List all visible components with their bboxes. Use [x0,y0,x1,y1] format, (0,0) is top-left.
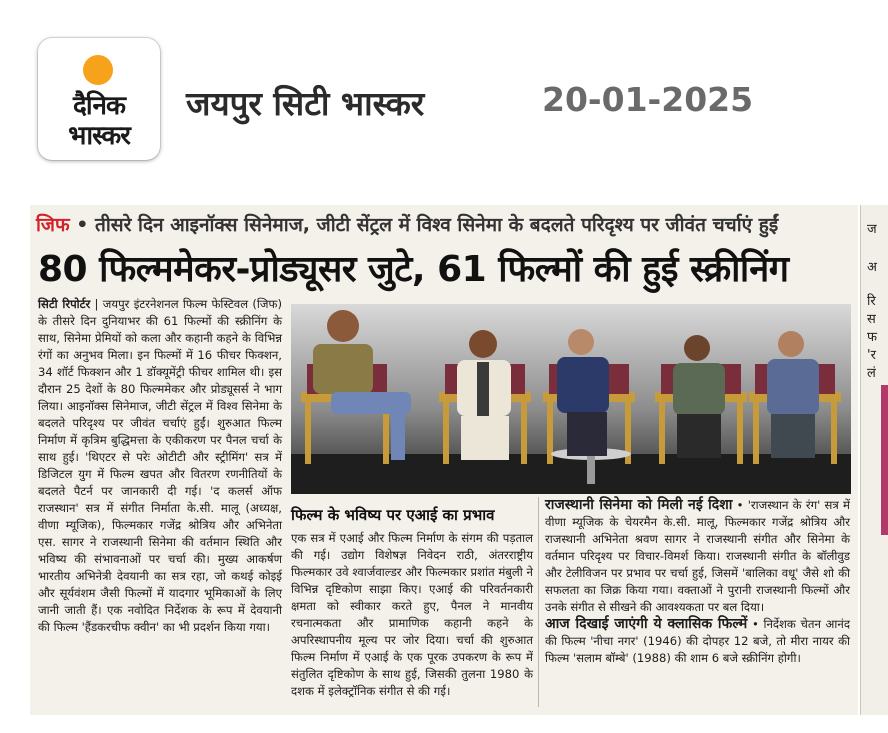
adjacent-column-strip [860,205,888,715]
subheading-classic-films: आज दिखाई जाएंगी ये क्लासिक फिल्में [545,616,748,632]
kicker-tag: जिफ [36,214,70,236]
column-divider [538,497,539,707]
logo-line-2: भास्कर [68,121,130,151]
article-body-middle: एक सत्र में एआई और फिल्म निर्माण के संगम की पड़ताल की गई। उद्योग विशेषज्ञ निवेदन राठी, अंतरराष्ट्रीय फिल्मकार उवे श्वार्जवाल्डर और फिल्मकार प्रशांत मंबुली ने विभिन्न दृष्टिकोण साझा किए। एआई की परिवर्तनकारी क्षमता को स्वीकार करते हुए, पैनल ने मानवीय रचनात्मकता और प्रामाणिक कहानी कहने के अपरिस्थापनीय मूल्य पर जोर दिया। चर्चा की शुरुआत फिल्म निर्माण में एआई के एक पूरक उपकरण के रूप में संतुलित दृष्टिकोण के साथ हुई, जिसकी तुलना 1980 के दशक में इलेक्ट्रॉनिक संगीत से की गई। [291,531,533,698]
body-left-text: | जयपुर इंटरनेशनल फिल्म फेस्टिवल (जिफ) के तीसरे दिन दुनियाभर की 61 फिल्मों की स्क्रीनिंग के साथ, सिनेमा प्रेमियों को कला और कहानी कहने के विभिन्न रंगों का अनुभव मिला। इन फिल्मों में 16 फीचर फिक्शन, 34 शॉर्ट फिक्शन और 1 डॉक्यूमेंट्री फीचर शामिल थी। इस दौरान 25 देशों के 80 फिल्ममेकर और प्रोड्यूसर्स ने भाग लिया। आइनॉक्स सिनेमाज, जीटी सेंट्रल में विश्व सिनेमा के बदलते परिदृश्य पर जीवंत चर्चाएं हुईं। शुरुआत फिल्म निर्माण में कृत्रिम बुद्धिमत्ता के एकीकरण पर पैनल चर्चा के साथ हुई। 'थिएटर से परेः ओटीटी और स्ट्रीमिंग' सत्र में डिजिटल युग में फिल्म खपत और वितरण रणनीतियों के बदलते पैटर्न पर जानकारी दी गई। 'द कलर्स ऑफ राजस्थान' सत्र में संगीत निर्माता के.सी. मालू (अध्यक्ष, वीणा म्यूजिक), फिल्मकार गजेंद्र श्रोत्रिय और अभिनेता एस. सागर ने राजस्थानी सिनेमा की वर्तमान स्थिति और भविष्य की संभावनाओं पर चर्चा की। मुख्य आकर्षण भारतीय अभिनेत्री देवयानी का सत्र रहा, जो कथई कोइई और सूर्यवंशम जैसी फिल्मों में यादगार भूमिकाओं के लिए जानी जाती हैं। एक नवोदित निर्देशक के रूप में देवयानी की फिल्म 'हैंडकरचीफ क्वीन' का भी प्रदर्शन किया गया। [38,297,282,634]
subheading-rajasthani-cinema: राजस्थानी सिनेमा को मिली नई दिशा [545,497,733,513]
kicker-text: • तीसरे दिन आइनॉक्स सिनेमाज, जीटी सेंट्रल में विश्व सिनेमा के बदलते परिदृश्य पर जीवंत चर्चाएं हुईं [69,214,779,236]
subheading-ai: फिल्म के भविष्य पर एआई का प्रभाव [291,506,495,524]
logo-line-1: दैनिक [73,91,125,121]
sun-emblem [83,55,113,85]
article-body-left [38,296,282,636]
strip-char: लं [867,366,876,381]
strip-char: अ [867,260,877,275]
body-right-text-2: • निर्देशक चेतन आनंद की फिल्म 'नीचा नगर' (1946) की दोपहर 12 बजे, तो मीरा नायर की फिल्म 'सलाम बॉम्बे' (1988) की शाम 6 बजे स्क्रीनिंग होगी। [545,617,850,665]
panel-photo-illustration [291,304,851,494]
strip-char: 'र [867,348,876,363]
adjacent-photo-edge [881,385,888,535]
byline: सिटी रिपोर्टर [38,297,91,311]
kicker-line [36,211,778,237]
dainik-bhaskar-logo [38,38,160,160]
publication-date: 20-01-2025 [542,80,754,119]
strip-char: ज [867,222,877,237]
body-right-text: • 'राजस्थान के रंग' सत्र में वीणा म्यूजिक के चेयरमैन के.सी. मालू, फिल्मकार गजेंद्र श्रोत्रिय और राजस्थानी अभिनेता श्रवण सागर ने राजस्थानी संगीत और सिनेमा के वर्तमान परिदृश्य पर विचार-विमर्श किया। राजस्थानी संगीत के बॉलीवुड और टेलीविजन पर प्रभाव पर चर्चा हुई, जिसमें 'बालिका वधू' जैसे शो की सफलता का जिक्र किया गया। वक्ताओं ने पुरानी राजस्थानी फिल्मों और उनके संगीत से सीखने की आवश्यकता पर बल दिया। [545,498,850,614]
headline: 80 फिल्ममेकर-प्रोड्यूसर जुटे, 61 फिल्मों की हुई स्क्रीनिंग [38,249,789,290]
newspaper-clipping [30,205,858,715]
strip-char: फ [867,330,878,345]
strip-char: रि [867,294,876,309]
edition-title: जयपुर सिटी भास्कर [186,84,425,123]
panel-discussion-photo [291,304,851,494]
strip-char: स [867,312,876,327]
article-body-right [545,497,850,667]
